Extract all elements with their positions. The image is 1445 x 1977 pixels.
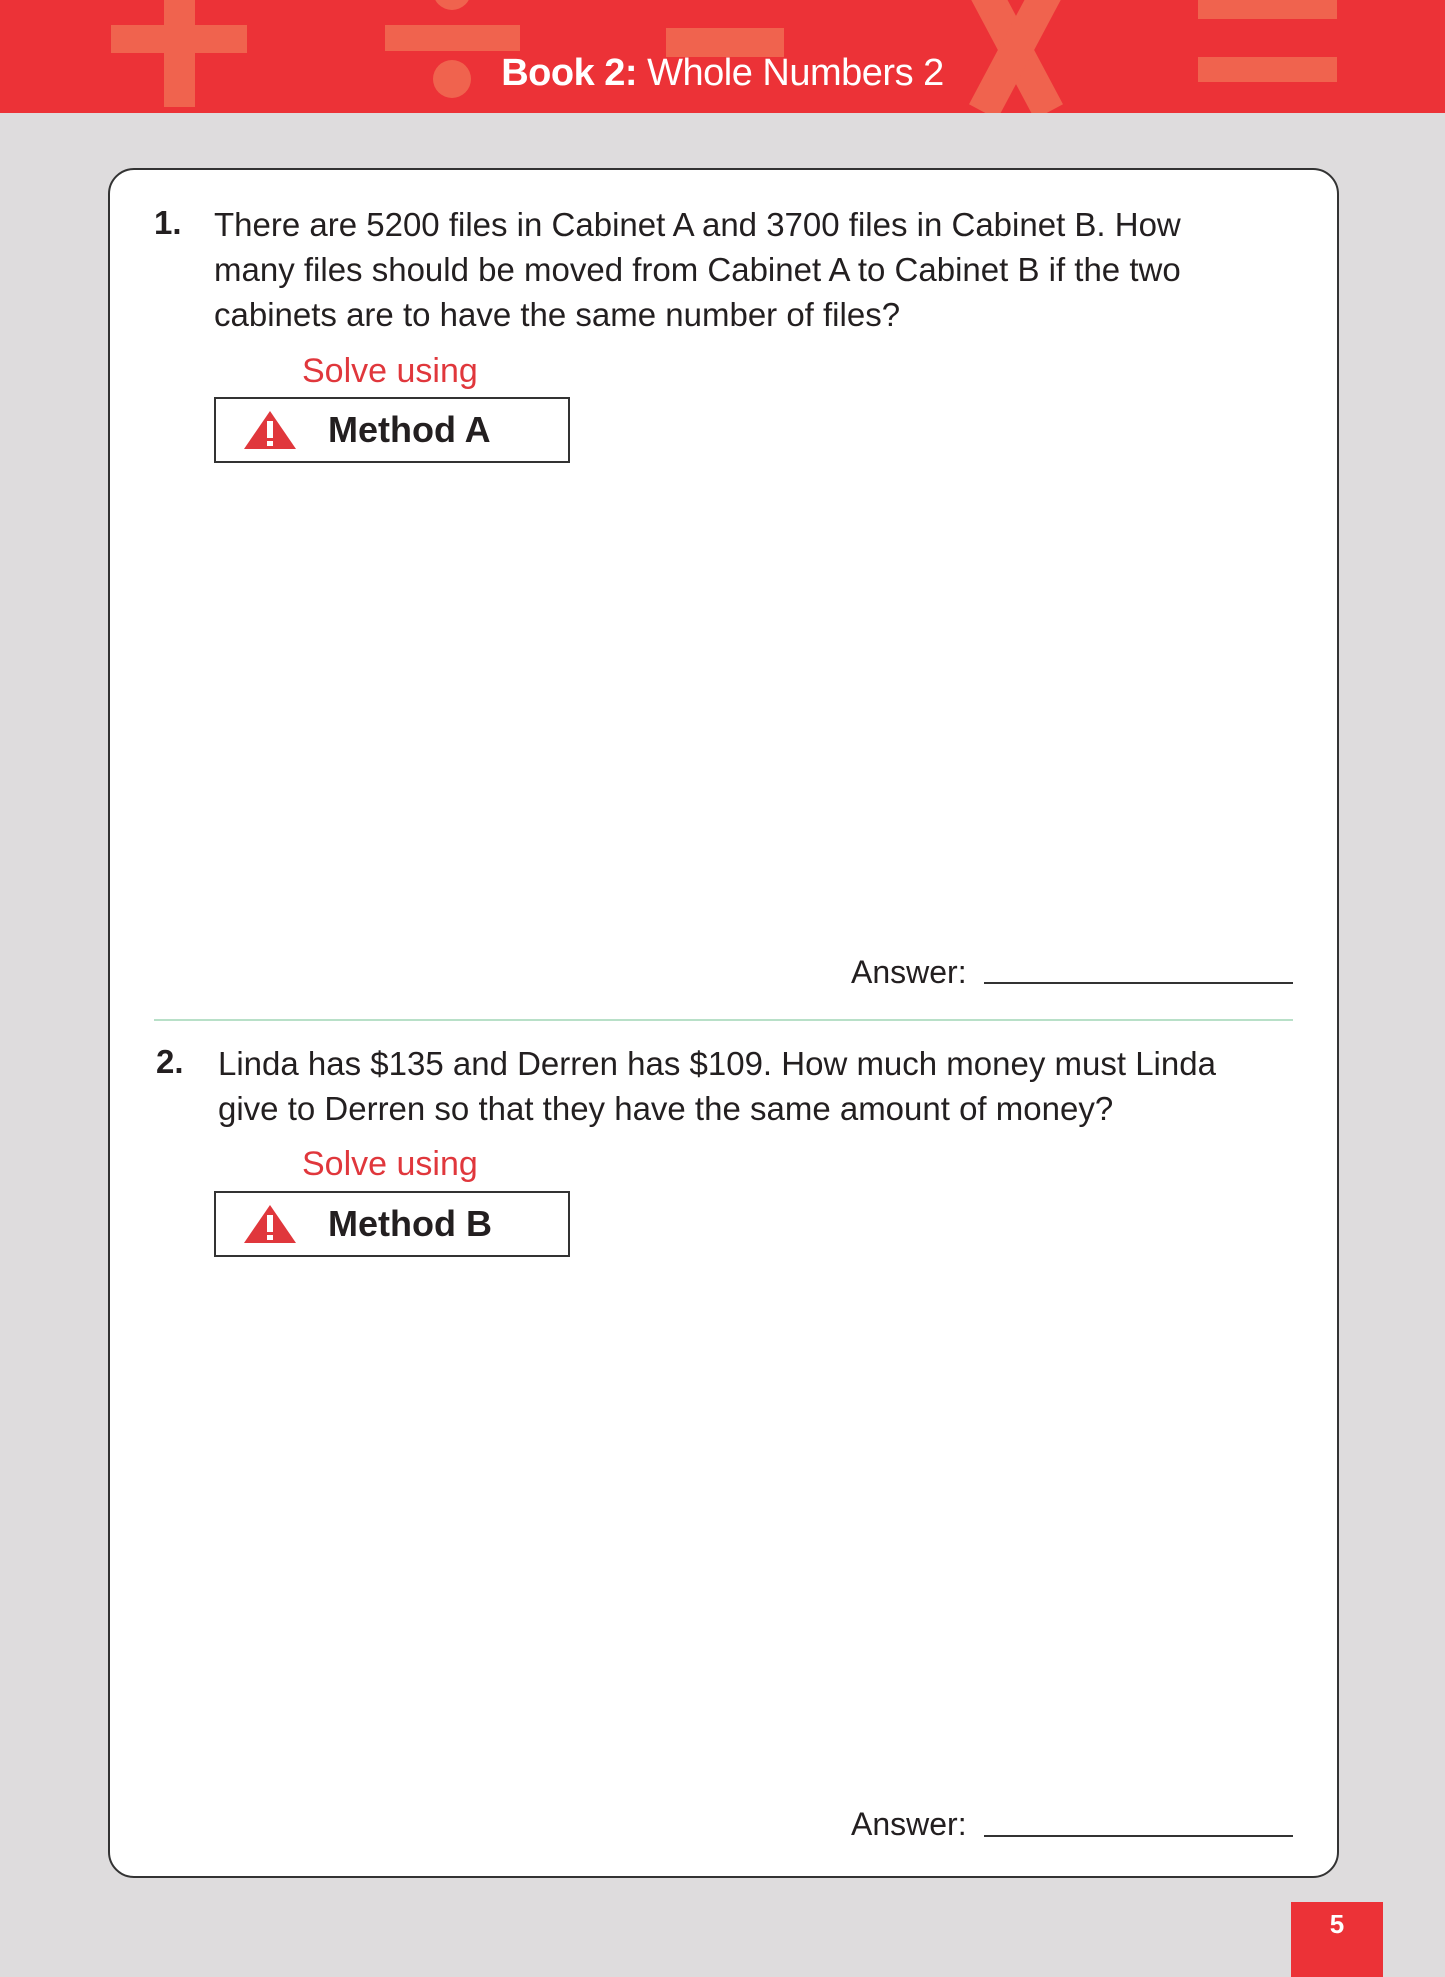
answer-label: Answer: <box>851 1806 967 1842</box>
question-line: Linda has $135 and Derren has $109. How much money must Linda <box>218 1045 1216 1082</box>
divide-dot <box>433 0 471 10</box>
method-label: Method A <box>328 409 491 450</box>
question-text <box>214 202 1181 337</box>
method-box <box>214 397 570 463</box>
plus-symbol <box>111 25 247 53</box>
question-number: 2. <box>156 1043 184 1080</box>
method-box <box>214 1191 570 1257</box>
question-line: give to Derren so that they have the same amount of money? <box>218 1090 1114 1127</box>
page-number: 5 <box>1291 1902 1383 1977</box>
question-line: cabinets are to have the same number of files? <box>214 296 901 333</box>
header-banner <box>0 0 1445 113</box>
answer-line[interactable] <box>984 1835 1293 1837</box>
solve-using-label: Solve using <box>302 1145 478 1183</box>
question-line: There are 5200 files in Cabinet A and 3700 files in Cabinet B. How <box>214 206 1181 243</box>
question-text <box>218 1041 1216 1131</box>
warning-icon <box>242 409 298 451</box>
question-number: 1. <box>154 204 182 241</box>
question-divider <box>154 1019 1293 1021</box>
book-title: Book 2: Whole Numbers 2 <box>501 52 944 94</box>
solve-using-label: Solve using <box>302 352 478 390</box>
equals-symbol <box>1198 0 1337 19</box>
method-label: Method B <box>328 1203 492 1244</box>
warning-icon <box>242 1203 298 1245</box>
question-line: many files should be moved from Cabinet A to Cabinet B if the two <box>214 251 1181 288</box>
answer-line[interactable] <box>984 982 1293 984</box>
answer-label: Answer: <box>851 954 967 990</box>
divide-symbol <box>385 25 520 51</box>
